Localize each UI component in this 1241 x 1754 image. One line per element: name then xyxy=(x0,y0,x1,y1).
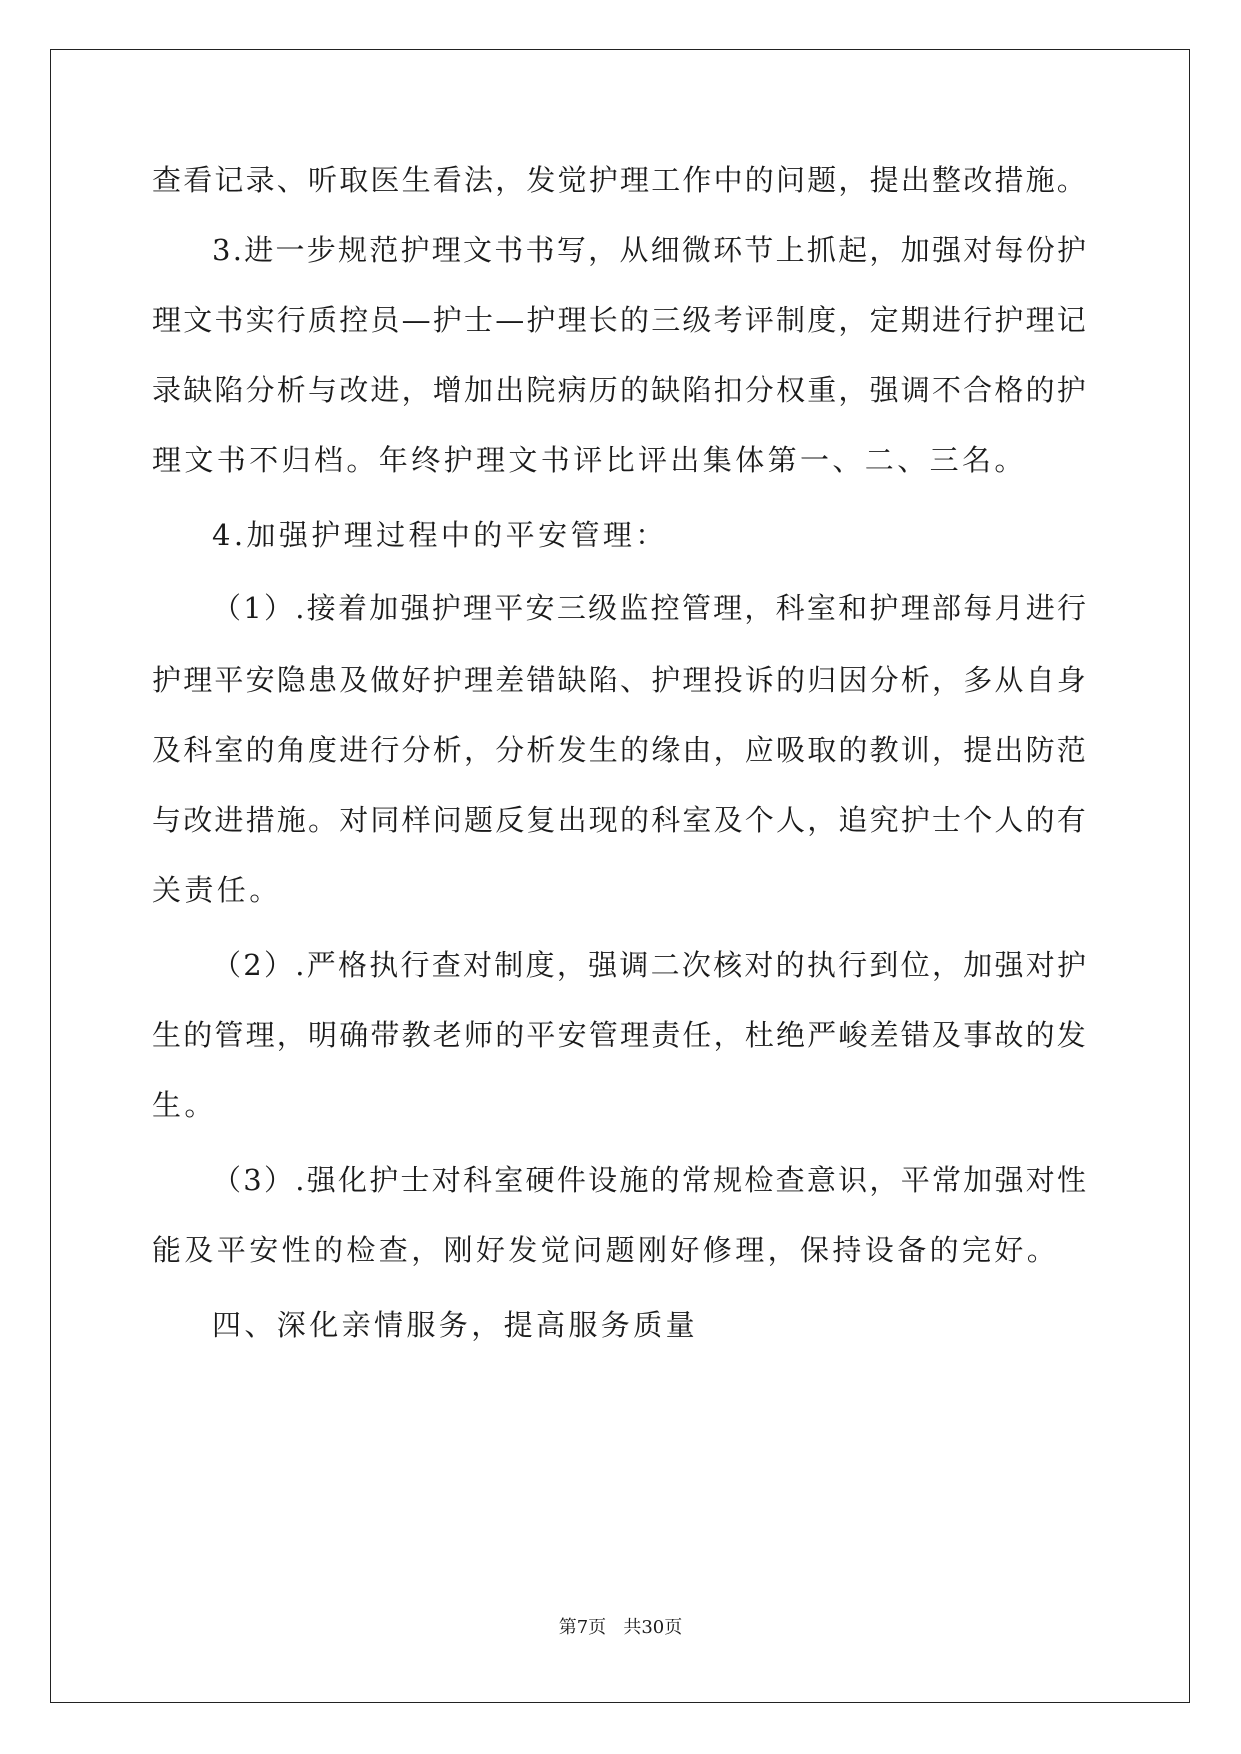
paragraph-line: （3）.强化护士对科室硬件设施的常规检查意识，平常加强对性 xyxy=(212,1163,1089,1197)
paragraph-line: 护理平安隐患及做好护理差错缺陷、护理投诉的归因分析，多从自身 xyxy=(152,663,1089,697)
paragraph-line: 及科室的角度进行分析，分析发生的缘由，应吸取的教训，提出防范 xyxy=(152,733,1089,767)
paragraph-line: 4.加强护理过程中的平安管理： xyxy=(212,518,668,552)
page-footer xyxy=(0,1616,1241,1640)
paragraph-line: 录缺陷分析与改进，增加出院病历的缺陷扣分权重，强调不合格的护 xyxy=(152,373,1089,407)
paragraph-line: 与改进措施。对同样问题反复出现的科室及个人，追究护士个人的有 xyxy=(152,803,1089,837)
total-pages: 共30页 xyxy=(623,1617,683,1638)
page-number: 第7页 xyxy=(558,1617,607,1638)
paragraph-line: 生的管理，明确带教老师的平安管理责任，杜绝严峻差错及事故的发 xyxy=(152,1018,1089,1052)
paragraph-line: 理文书不归档。年终护理文书评比评出集体第一、二、三名。 xyxy=(152,443,1027,477)
paragraph-line: （1）.接着加强护理平安三级监控管理，科室和护理部每月进行 xyxy=(212,591,1089,625)
paragraph-line: 理文书实行质控员—护士—护理长的三级考评制度，定期进行护理记 xyxy=(152,303,1089,337)
paragraph-line: （2）.严格执行查对制度，强调二次核对的执行到位，加强对护 xyxy=(212,948,1089,982)
paragraph-line: 关责任。 xyxy=(152,873,282,907)
paragraph-line: 查看记录、听取医生看法，发觉护理工作中的问题，提出整改措施。 xyxy=(152,163,1089,197)
paragraph-line: 生。 xyxy=(152,1088,217,1122)
section-heading: 四、深化亲情服务，提高服务质量 xyxy=(212,1308,699,1342)
paragraph-line: 能及平安性的检查，刚好发觉问题刚好修理，保持设备的完好。 xyxy=(152,1233,1060,1267)
paragraph-line: 3.进一步规范护理文书书写，从细微环节上抓起，加强对每份护 xyxy=(212,233,1089,267)
